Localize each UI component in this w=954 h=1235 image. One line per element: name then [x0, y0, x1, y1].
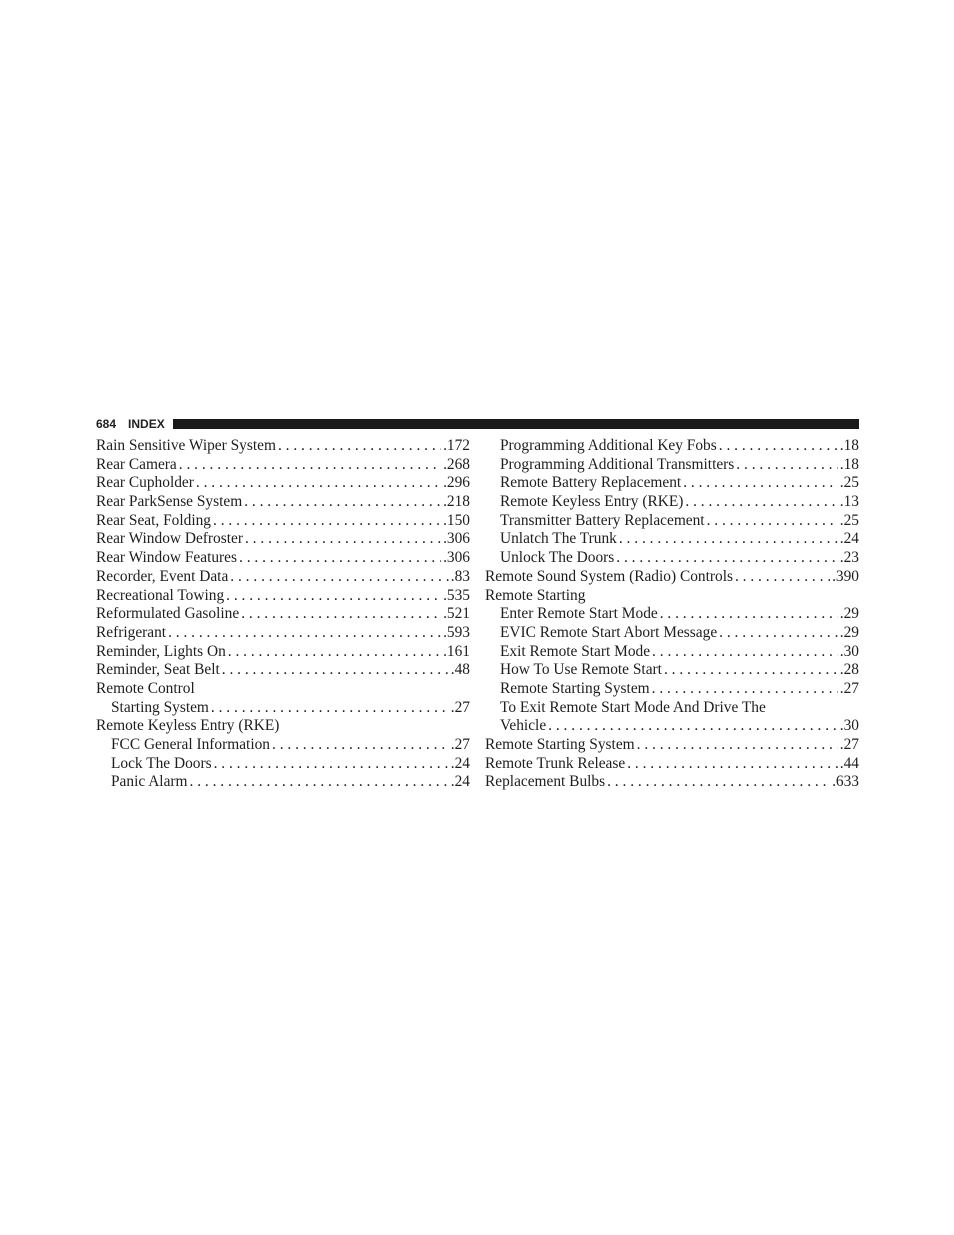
index-term: Recreational Towing	[96, 586, 225, 604]
dot-leader	[190, 773, 449, 792]
dot-leader	[168, 624, 441, 643]
dot-leader	[244, 493, 441, 512]
index-entry	[485, 549, 859, 568]
page-ref: .27	[839, 679, 859, 697]
index-entry	[485, 512, 859, 531]
index-entry	[485, 493, 859, 512]
page-ref: .27	[450, 736, 470, 753]
page-ref: .633	[832, 773, 859, 791]
index-entry	[96, 736, 470, 755]
index-entry	[485, 680, 859, 699]
page-ref: .172	[443, 437, 470, 454]
index-entry	[485, 456, 859, 475]
dot-leader	[707, 512, 838, 531]
dot-leader	[278, 437, 441, 456]
dot-leader	[736, 456, 837, 475]
page-ref: .521	[443, 605, 470, 623]
page-ref: .150	[443, 511, 470, 529]
page-ref: .44	[839, 754, 859, 772]
page-ref: .27	[450, 698, 470, 716]
dot-leader	[719, 437, 838, 456]
page-ref: .27	[839, 736, 859, 753]
index-entry	[485, 624, 859, 643]
dot-leader	[272, 736, 449, 755]
dot-leader	[241, 605, 441, 624]
page-ref: .306	[443, 549, 470, 567]
page-ref: .24	[450, 773, 470, 791]
page-number: 684	[96, 417, 117, 431]
page-ref: .24	[450, 754, 470, 772]
index-entry	[96, 755, 470, 774]
page-ref: .25	[839, 511, 859, 529]
dot-leader	[548, 717, 838, 736]
index-term: Replacement Bulbs	[485, 773, 606, 791]
page-ref: .296	[443, 474, 470, 492]
page-ref: .28	[839, 661, 859, 679]
dot-leader	[619, 530, 838, 549]
page-ref: .161	[443, 642, 470, 660]
index-entry	[485, 530, 859, 549]
index-entry	[485, 605, 859, 624]
index-term: Reformulated Gasoline	[96, 605, 240, 623]
dot-leader	[214, 755, 449, 774]
index-term: EVIC Remote Start Abort Message	[500, 623, 718, 641]
index-entry	[485, 587, 859, 606]
index-term: Remote Control	[96, 679, 195, 697]
page-ref: .13	[839, 493, 859, 511]
index-term: Remote Starting	[485, 586, 586, 604]
index-entry	[485, 568, 859, 587]
dot-leader	[627, 755, 838, 774]
dot-leader	[211, 699, 449, 718]
index-entry	[96, 474, 470, 493]
page-ref: .390	[832, 567, 859, 585]
index-term: Lock The Doors	[111, 754, 212, 772]
index-term: Panic Alarm	[111, 773, 188, 791]
dot-leader	[213, 512, 441, 531]
index-entry	[96, 773, 470, 792]
index-term: Remote Keyless Entry (RKE)	[96, 717, 280, 735]
index-term: Rear ParkSense System	[96, 493, 243, 511]
index-entry	[96, 680, 470, 699]
dot-leader	[196, 474, 441, 493]
index-term: Remote Trunk Release	[485, 754, 626, 772]
index-term: Rear Camera	[96, 455, 177, 473]
page-ref: .268	[443, 455, 470, 473]
dot-leader	[239, 549, 441, 568]
page-ref: .593	[443, 623, 470, 641]
index-term: Vehicle	[500, 717, 547, 735]
dot-leader	[719, 624, 838, 643]
index-entry	[96, 549, 470, 568]
page-ref: .48	[450, 661, 470, 679]
index-entry	[96, 456, 470, 475]
index-term: Programming Additional Transmitters	[500, 455, 735, 473]
page-ref: .25	[839, 474, 859, 492]
index-term: Enter Remote Start Mode	[500, 605, 658, 623]
index-entry	[96, 661, 470, 680]
page-ref: .30	[839, 642, 859, 660]
page-ref: .83	[450, 567, 470, 585]
index-term: Remote Battery Replacement	[500, 474, 682, 492]
index-term: FCC General Information	[111, 736, 271, 753]
index-term: Rear Window Features	[96, 549, 237, 567]
page-ref: .29	[839, 605, 859, 623]
page-ref: .23	[839, 549, 859, 567]
dot-leader	[616, 549, 837, 568]
page-ref: .29	[839, 623, 859, 641]
index-entry	[96, 624, 470, 643]
index-entry	[485, 717, 859, 736]
index-entry	[485, 661, 859, 680]
index-term: Remote Keyless Entry (RKE)	[500, 493, 684, 511]
page-ref: .24	[839, 530, 859, 548]
index-entry	[485, 643, 859, 662]
index-entry	[96, 512, 470, 531]
page-ref: .30	[839, 717, 859, 735]
index-term: Transmitter Battery Replacement	[500, 511, 705, 529]
page-ref: .218	[443, 493, 470, 511]
index-entry	[96, 605, 470, 624]
section-title: INDEX	[128, 417, 165, 431]
index-term: Exit Remote Start Mode	[500, 642, 651, 660]
index-term: Unlock The Doors	[500, 549, 615, 567]
header-bar	[173, 419, 859, 429]
index-entry	[96, 493, 470, 512]
index-term: Rear Seat, Folding	[96, 511, 211, 529]
dot-leader	[660, 605, 838, 624]
index-entry	[485, 773, 859, 792]
dot-leader	[230, 568, 448, 587]
index-term: Starting System	[111, 698, 209, 716]
page-ref: .306	[443, 530, 470, 548]
index-entry	[96, 530, 470, 549]
dot-leader	[637, 736, 838, 755]
index-term: Remote Starting System	[500, 679, 650, 697]
index-term: Reminder, Lights On	[96, 642, 226, 660]
dot-leader	[222, 661, 449, 680]
index-entry	[485, 699, 859, 718]
page-ref: .18	[839, 455, 859, 473]
dot-leader	[664, 661, 838, 680]
dot-leader	[683, 474, 838, 493]
dot-leader	[226, 587, 441, 606]
index-entry	[485, 755, 859, 774]
dot-leader	[179, 456, 441, 475]
page-ref: .18	[839, 437, 859, 454]
index-term: Remote Starting System	[485, 736, 635, 753]
index-term: Rear Cupholder	[96, 474, 194, 492]
dot-leader	[652, 680, 838, 699]
index-column-left	[96, 437, 470, 792]
index-entry	[96, 699, 470, 718]
index-term: Rear Window Defroster	[96, 530, 243, 548]
index-term: Recorder, Event Data	[96, 567, 229, 585]
index-entry	[96, 717, 470, 736]
dot-leader	[245, 530, 441, 549]
index-entry	[485, 474, 859, 493]
index-term: Refrigerant	[96, 623, 167, 641]
page-header	[96, 417, 859, 431]
index-term: Unlatch The Trunk	[500, 530, 617, 548]
index-entry	[485, 736, 859, 755]
index-entry	[96, 643, 470, 662]
index-entry	[485, 437, 859, 456]
index-column-right	[485, 437, 859, 792]
index-term: Reminder, Seat Belt	[96, 661, 220, 679]
index-term: How To Use Remote Start	[500, 661, 662, 679]
page-ref: .535	[443, 586, 470, 604]
index-term: Remote Sound System (Radio) Controls	[485, 567, 733, 585]
index-term: Programming Additional Key Fobs	[500, 437, 717, 454]
dot-leader	[652, 643, 838, 662]
index-entry	[96, 568, 470, 587]
index-entry	[96, 437, 470, 456]
dot-leader	[607, 773, 830, 792]
index-entry	[96, 587, 470, 606]
dot-leader	[685, 493, 837, 512]
dot-leader	[735, 568, 830, 587]
index-term: To Exit Remote Start Mode And Drive The	[500, 698, 766, 716]
index-term: Rain Sensitive Wiper System	[96, 437, 276, 454]
dot-leader	[228, 643, 441, 662]
